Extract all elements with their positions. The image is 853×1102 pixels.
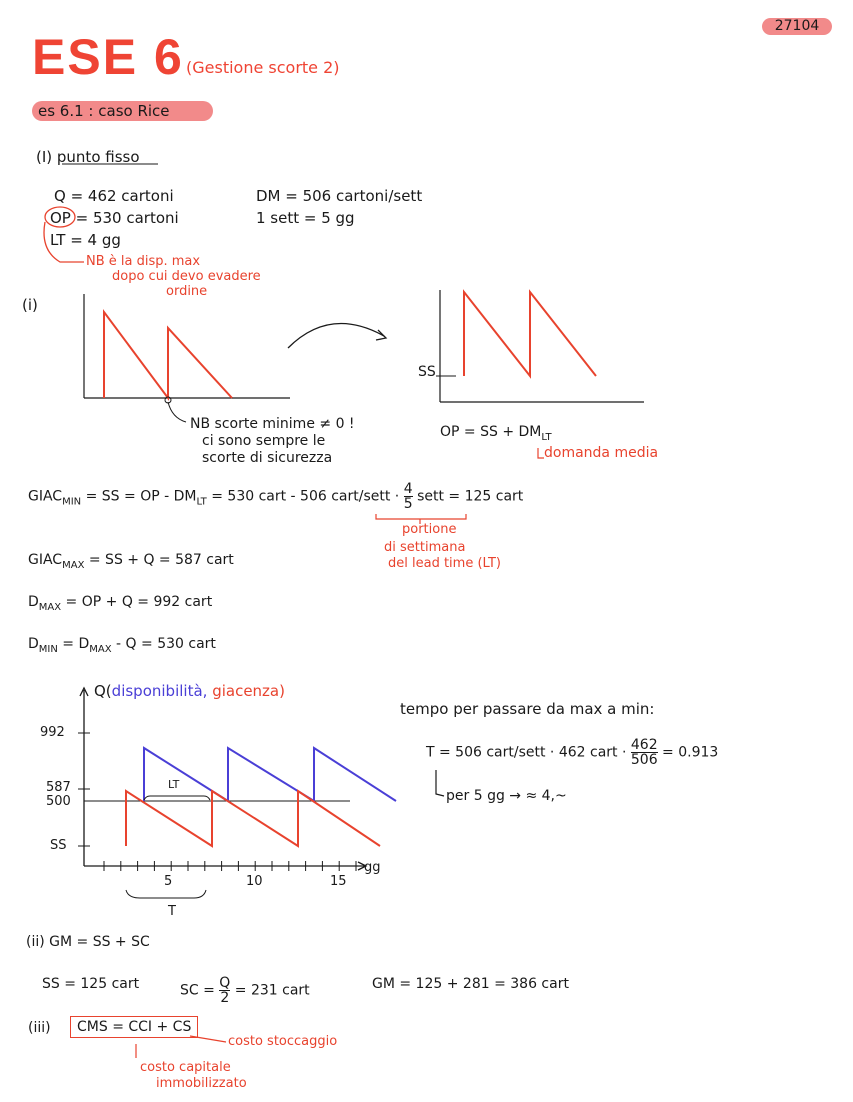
per-5-gg-note: per 5 gg → ≈ 4,~ xyxy=(446,788,567,804)
graph2-sawtooth xyxy=(464,292,596,376)
op-value: OP = 530 cartoni xyxy=(50,209,179,227)
xunit: gg xyxy=(364,860,381,875)
exercise-tag: es 6.1 : caso Rice xyxy=(32,101,213,121)
portion-note-1: portione xyxy=(402,522,457,537)
costo-capitale-note-1: costo capitale xyxy=(140,1060,231,1075)
gm-result: GM = 125 + 281 = 386 cart xyxy=(372,976,569,992)
xtick-15: 15 xyxy=(330,874,347,889)
op-circle xyxy=(45,207,75,227)
per-5-gg-connector xyxy=(436,770,444,796)
label-i: (i) xyxy=(22,296,38,314)
op-formula-note: domanda media xyxy=(544,445,659,461)
time-note: tempo per passare da max a min: xyxy=(400,700,655,718)
section3-label: (iii) xyxy=(28,1020,51,1036)
date-badge: 27104 xyxy=(762,18,832,35)
cms-formula: CMS = CCI + CS xyxy=(70,1016,198,1038)
section2-heading: (ii) GM = SS + SC xyxy=(26,934,150,950)
min-note-3: scorte di sicurezza xyxy=(202,450,333,466)
giac-max-formula: $GIAC_{MAX}$ = SS + Q = 587 cart xyxy=(28,552,234,571)
lt-bracket xyxy=(144,796,210,800)
portion-bracket xyxy=(376,514,466,519)
section1-heading: (I) punto fisso xyxy=(36,148,140,166)
ytick-587: 587 xyxy=(46,780,71,795)
sett-value: 1 sett = 5 gg xyxy=(256,209,355,227)
costo-capitale-note-2: immobilizzato xyxy=(156,1076,247,1091)
chart-ylabel: Q(disponibilità, giacenza) xyxy=(94,682,285,700)
ytick-992: 992 xyxy=(40,725,65,740)
op-note-connector xyxy=(44,222,84,262)
t-formula: T = 506 cart/sett · 462 cart · $\frac{462}{506}$ = 0.913 xyxy=(426,737,719,768)
min-note-2: ci sono sempre le xyxy=(202,433,326,449)
portion-note-2: di settimana xyxy=(384,540,466,555)
ss-label: SS xyxy=(418,364,436,380)
q-value: Q = 462 cartoni xyxy=(54,187,174,205)
lt-value: LT = 4 gg xyxy=(50,231,121,249)
lt-label: LT xyxy=(168,778,180,791)
min-note-1: NB scorte minime ≠ 0 ! xyxy=(190,416,355,432)
transition-arrow xyxy=(288,324,384,349)
sc-result: SC = $\frac{Q}{2}$ = 231 cart xyxy=(180,975,310,1006)
giac-min-formula: $GIAC_{MIN}$ = SS = OP - $DM_{LT} = 530$ cart - 506 cart/sett · $\frac{4}{5}$ sett = 125 cart xyxy=(28,481,524,512)
graph1-sawtooth xyxy=(104,312,232,398)
t-label: T xyxy=(168,904,176,919)
op-formula: OP = SS + $DM_{LT}$ xyxy=(440,424,552,443)
xtick-10: 10 xyxy=(246,874,263,889)
ytick-ss: SS xyxy=(50,838,67,853)
page-title: ESE 6 xyxy=(32,29,184,85)
availability-series xyxy=(144,748,396,801)
xtick-5: 5 xyxy=(164,874,173,889)
ytick-500: 500 xyxy=(46,794,71,809)
ss-result: SS = 125 cart xyxy=(42,976,140,992)
stock-series xyxy=(126,791,380,846)
dmin-formula: $D_{MIN} = D_{MAX} - Q = 530$ cart xyxy=(28,636,216,655)
dmax-formula: $D_{MAX}$ = OP + Q = 992 cart xyxy=(28,594,213,613)
portion-note-3: del lead time (LT) xyxy=(388,556,501,571)
t-bracket xyxy=(126,890,206,898)
costo-stoccaggio-note: costo stoccaggio xyxy=(228,1034,338,1049)
op-note-3: ordine xyxy=(166,284,208,299)
op-note-connector-2 xyxy=(538,448,544,458)
dm-value: DM = 506 cartoni/sett xyxy=(256,187,423,205)
graph1-note-connector xyxy=(168,402,186,422)
cs-connector xyxy=(190,1036,226,1042)
op-note-1: NB è la disp. max xyxy=(86,254,201,269)
page-subtitle: (Gestione scorte 2) xyxy=(186,58,340,77)
op-note-2: dopo cui devo evadere xyxy=(112,269,261,284)
